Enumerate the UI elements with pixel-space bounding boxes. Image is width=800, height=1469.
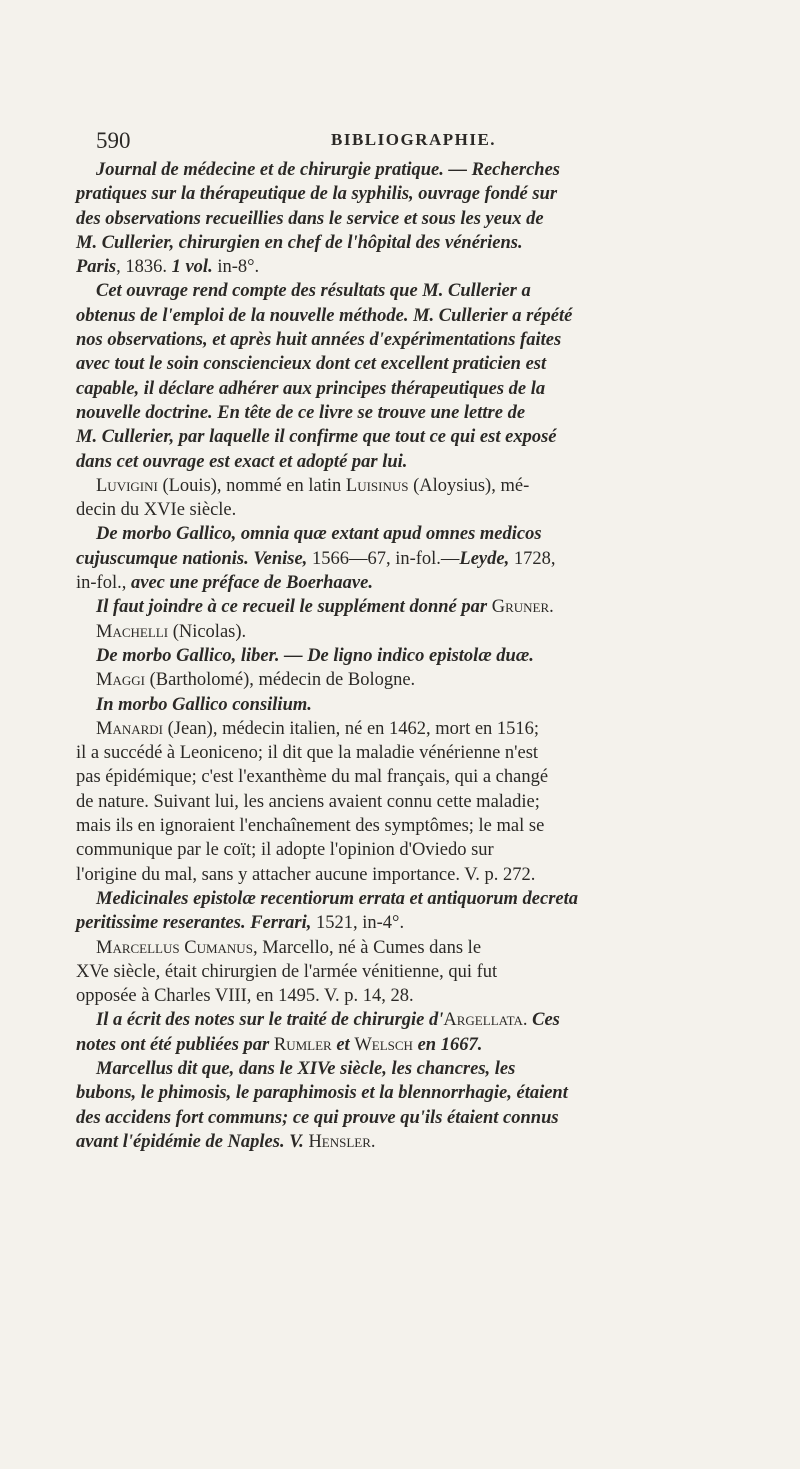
text-segment: Hensler. xyxy=(308,1131,376,1152)
text-segment: mais ils en ignoraient l'enchaînement des symptômes; le mal se xyxy=(76,816,545,837)
text-segment: 1521, in-4°. xyxy=(311,913,405,934)
text-segment: Gruner. xyxy=(491,597,554,618)
text-segment: des accidens fort communs; ce qui prouve qu'ils étaient connus xyxy=(76,1107,559,1128)
text-segment: Ces xyxy=(527,1010,560,1031)
text-segment: et xyxy=(331,1034,355,1055)
text-segment: Luisinus xyxy=(345,475,409,496)
running-title: BIBLIOGRAPHIE. xyxy=(331,130,497,149)
text-line xyxy=(76,863,736,887)
text-line xyxy=(76,668,736,692)
text-line xyxy=(76,571,736,595)
text-segment: en 1667. xyxy=(412,1034,483,1055)
text-segment: Cet ouvrage rend compte des résultats que M. Cullerier a xyxy=(96,281,531,302)
text-line xyxy=(76,182,736,206)
text-segment: de nature. Suivant lui, les anciens avaient connu cette maladie; xyxy=(76,791,540,812)
text-line xyxy=(76,425,736,449)
text-segment: Manardi xyxy=(96,718,164,739)
text-line xyxy=(76,255,736,279)
text-segment: 1728, xyxy=(509,548,556,569)
text-segment: (Bartholomé), médecin de Bologne. xyxy=(144,670,416,691)
text-segment: Medicinales epistolæ recentiorum errata et antiquorum decreta xyxy=(96,888,579,909)
text-line xyxy=(76,620,736,644)
text-line xyxy=(76,474,736,498)
text-segment: capable, il déclare adhérer aux principes thérapeutiques de la xyxy=(76,378,546,399)
text-segment: Il faut joindre à ce recueil le supplément donné par xyxy=(96,597,492,618)
text-line xyxy=(76,1033,736,1057)
text-line xyxy=(76,522,736,546)
text-line xyxy=(76,595,736,619)
page-body xyxy=(76,158,736,1154)
text-line xyxy=(76,377,736,401)
text-line xyxy=(76,1081,736,1105)
text-segment: Machelli xyxy=(96,621,169,642)
text-segment: In morbo Gallico consilium. xyxy=(96,694,312,715)
text-line xyxy=(76,1106,736,1130)
text-segment: De morbo Gallico, omnia quæ extant apud omnes medicos xyxy=(96,524,542,545)
text-line xyxy=(76,838,736,862)
text-segment: Rumler xyxy=(273,1034,332,1055)
text-segment: (Nicolas). xyxy=(168,621,247,642)
text-line xyxy=(76,984,736,1008)
text-segment: Journal de médecine et de chirurgie pratique. — Recherches xyxy=(96,160,561,180)
text-segment: 1 vol. xyxy=(171,257,213,278)
text-line xyxy=(76,1057,736,1081)
text-segment: bubons, le phimosis, le paraphimosis et la blennorrhagie, étaient xyxy=(76,1083,568,1104)
text-line xyxy=(76,304,736,328)
text-line xyxy=(76,717,736,741)
text-segment: decin du XVIe siècle. xyxy=(76,500,237,521)
text-line xyxy=(76,936,736,960)
text-segment: De morbo Gallico, liber. — De ligno indico epistolæ duæ. xyxy=(96,645,534,666)
text-segment: Leyde, xyxy=(459,548,510,569)
text-segment: Argellata. xyxy=(443,1010,528,1031)
text-line xyxy=(76,547,736,571)
text-segment: l'origine du mal, sans y attacher aucune importance. V. p. 272. xyxy=(76,864,536,885)
text-line xyxy=(76,960,736,984)
text-segment: XVe siècle, était chirurgien de l'armée vénitienne, qui fut xyxy=(76,961,498,982)
text-segment: cujuscumque nationis. Venise, xyxy=(76,548,308,569)
text-line xyxy=(76,279,736,303)
text-segment: des observations recueillies dans le service et sous les yeux de xyxy=(76,208,544,229)
text-segment: nouvelle doctrine. En tête de ce livre se trouve une lettre de xyxy=(76,402,526,423)
text-segment: Luvigini xyxy=(96,475,158,496)
text-segment: avant l'épidémie de Naples. V. xyxy=(76,1131,309,1152)
text-segment: (Louis), nommé en latin xyxy=(157,475,346,496)
text-segment: notes ont été publiées par xyxy=(76,1034,274,1055)
text-segment: Marcellus dit que, dans le XIVe siècle, les chancres, les xyxy=(96,1058,516,1079)
text-segment: Paris xyxy=(76,257,117,278)
text-segment: (Jean), médecin italien, né en 1462, mort en 1516; xyxy=(163,718,540,739)
text-segment: in-8°. xyxy=(212,257,260,278)
text-segment: dans cet ouvrage est exact et adopté par lui. xyxy=(76,451,408,472)
text-segment: nos observations, et après huit années d'expérimentations faites xyxy=(76,330,562,351)
text-segment: M. Cullerier, chirurgien en chef de l'hôpital des vénériens. xyxy=(76,232,523,253)
text-segment: communique par le coït; il adopte l'opinion d'Oviedo sur xyxy=(76,840,494,861)
text-segment: pratiques sur la thérapeutique de la syphilis, ouvrage fondé sur xyxy=(76,184,558,205)
text-segment: avec tout le soin consciencieux dont cet excellent praticien est xyxy=(76,354,547,375)
text-segment: pas épidémique; c'est l'exanthème du mal français, qui a changé xyxy=(76,767,549,788)
text-segment: Maggi xyxy=(96,670,145,691)
text-segment: , Marcello, né à Cumes dans le xyxy=(252,937,482,958)
text-line xyxy=(76,911,736,935)
text-segment: (Aloysius), mé- xyxy=(408,475,530,496)
text-line xyxy=(76,158,736,182)
text-line xyxy=(76,231,736,255)
text-segment: Il a écrit des notes sur le traité de chirurgie d' xyxy=(96,1010,444,1031)
text-segment: Marcellus Cumanus xyxy=(96,937,253,958)
text-segment: opposée à Charles VIII, en 1495. V. p. 14, 28. xyxy=(76,986,414,1007)
text-segment: , 1836. xyxy=(116,257,172,278)
text-line xyxy=(76,644,736,668)
text-segment: obtenus de l'emploi de la nouvelle méthode. M. Cullerier a répété xyxy=(76,305,573,326)
text-line xyxy=(76,450,736,474)
text-line xyxy=(76,498,736,522)
text-line xyxy=(76,207,736,231)
page-number: 590 xyxy=(96,128,131,153)
text-segment: 1566—67, in-fol.— xyxy=(307,548,460,569)
text-line xyxy=(76,328,736,352)
text-line xyxy=(76,352,736,376)
text-line xyxy=(76,765,736,789)
text-segment: peritissime reserantes. Ferrari, xyxy=(76,913,312,934)
text-line xyxy=(76,741,736,765)
text-segment: Welsch xyxy=(354,1034,413,1055)
text-segment: M. Cullerier, par laquelle il confirme que tout ce qui est exposé xyxy=(76,427,557,448)
text-line xyxy=(76,790,736,814)
text-line xyxy=(76,1130,736,1154)
text-line xyxy=(76,693,736,717)
text-line xyxy=(76,1008,736,1032)
text-segment: il a succédé à Leoniceno; il dit que la maladie vénérienne n'est xyxy=(76,743,539,764)
text-segment: avec une préface de Boerhaave. xyxy=(130,573,373,594)
text-line xyxy=(76,887,736,911)
page-header xyxy=(96,128,746,158)
text-line xyxy=(76,814,736,838)
text-line xyxy=(76,401,736,425)
text-segment: in-fol., xyxy=(76,573,131,594)
